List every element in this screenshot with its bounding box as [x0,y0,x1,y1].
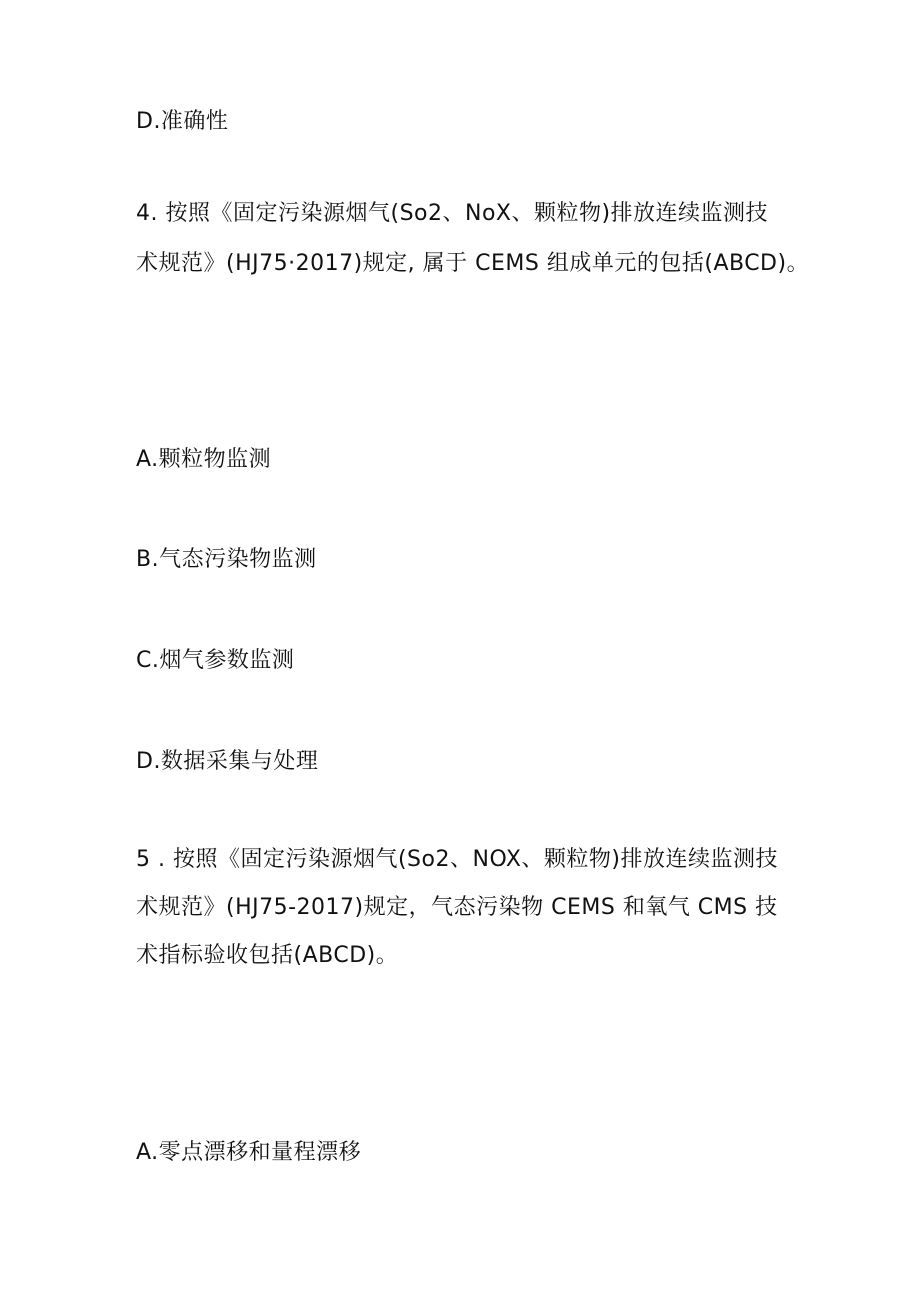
q4-option-c: C.烟气参数监测 [136,648,295,673]
q5-stem-line-3: 术指标验收包括(ABCD)。 [136,943,399,968]
q4-stem-line-2: 术规范》(HJ75·2017)规定, 属于 CEMS 组成单元的包括(ABCD)。 [136,251,810,276]
q5-option-a: A.零点漂移和量程漂移 [136,1140,362,1165]
q5-stem-line-2: 术规范》(HJ75-2017)规定，气态污染物 CEMS 和氧气 CMS 技 [136,895,778,920]
q4-stem-line-1: 4. 按照《固定污染源烟气(So2、NoX、颗粒物)排放连续监测技 [136,201,769,226]
q5-stem-line-1: 5 . 按照《固定污染源烟气(So2、NOX、颗粒物)排放连续监测技 [136,847,779,872]
q4-option-d: D.数据采集与处理 [136,749,319,774]
q4-option-a: A.颗粒物监测 [136,447,272,472]
q3-option-d: D.准确性 [136,109,229,134]
q4-option-b: B.气态污染物监测 [136,547,317,572]
